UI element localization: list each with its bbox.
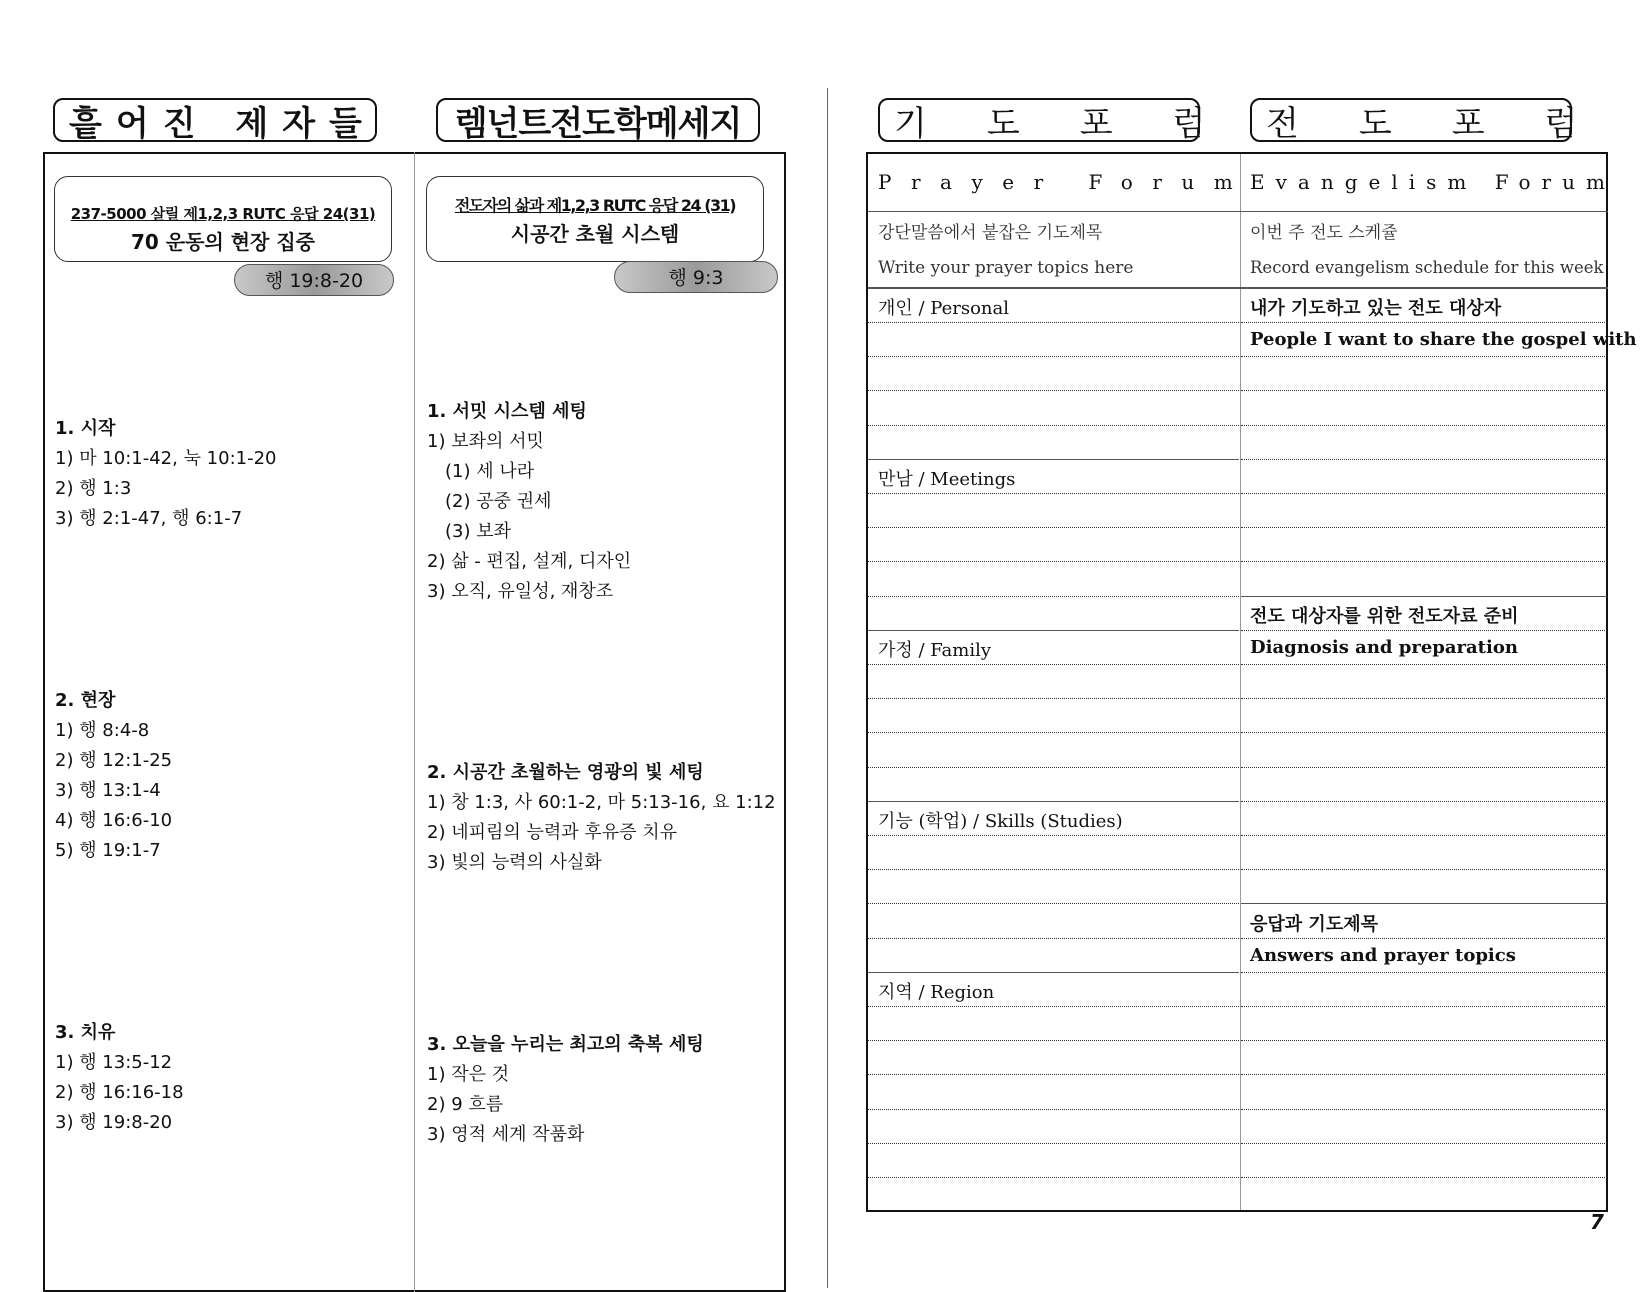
list-item: 5) 행 19:1-7: [55, 840, 161, 861]
dotted-writing-line: [1241, 561, 1607, 562]
header-text: 렘넌트전도학메세지: [454, 103, 742, 144]
list-item: 1) 보좌의 서밋: [427, 431, 544, 452]
section-heading: 1. 서밋 시스템 세팅: [427, 401, 587, 422]
evangelism-section-2-en: Diagnosis and preparation: [1250, 637, 1518, 658]
section-heading: 2. 현장: [55, 690, 116, 711]
list-item: 1) 행 13:5-12: [55, 1052, 173, 1073]
dotted-writing-line: [1241, 1177, 1607, 1178]
dotted-writing-line: [1241, 1109, 1607, 1110]
section-separator: [1241, 903, 1607, 904]
forum-column-divider: [1240, 154, 1241, 1210]
col1-section-3: [55, 1018, 184, 1138]
dotted-writing-line: [1241, 767, 1607, 768]
list-item: (2) 공중 권세: [445, 491, 552, 512]
dotted-writing-line: [868, 425, 1239, 426]
prayer-section-personal: 개인 / Personal: [878, 298, 1009, 319]
col2-subtitle: 전도자의 삶과 제1,2,3 RUTC 응답 24 (31): [454, 196, 736, 215]
column-divider: [414, 152, 415, 1292]
list-item: 1) 마 10:1-42, 눅 10:1-20: [55, 448, 277, 469]
prayer-section-meetings: 만남 / Meetings: [878, 469, 1016, 490]
prayer-section-skills: 기능 (학업) / Skills (Studies): [878, 811, 1123, 832]
dotted-writing-line: [868, 767, 1239, 768]
section-separator: [868, 801, 1239, 802]
dotted-writing-line: [868, 322, 1239, 323]
section-heading: 3. 오늘을 누리는 최고의 축복 세팅: [427, 1034, 704, 1055]
forum-title-text: Evangelism Forum: [1250, 170, 1616, 194]
evangelism-sub-ko: 이번 주 전도 스케쥴: [1250, 223, 1398, 243]
dotted-writing-line: [1241, 732, 1607, 733]
header-rule: [868, 211, 1608, 212]
dotted-writing-line: [1241, 1040, 1607, 1041]
evangelism-section-3-en: Answers and prayer topics: [1250, 945, 1516, 966]
prayer-forum-title: [878, 170, 1253, 194]
section-heading: 1. 시작: [55, 418, 116, 439]
list-item: 2) 행 12:1-25: [55, 750, 173, 771]
dotted-writing-line: [1241, 493, 1607, 494]
dotted-writing-line: [1241, 356, 1607, 357]
prayer-section-region: 지역 / Region: [878, 982, 995, 1003]
header-scattered-disciples: [53, 98, 377, 142]
col1-section-1: [55, 414, 277, 534]
dotted-writing-line: [1241, 425, 1607, 426]
header-rule: [868, 287, 1608, 289]
col2-verse-badge: 행 9:3: [614, 261, 778, 293]
list-item: 1) 행 8:4-8: [55, 720, 150, 741]
dotted-writing-line: [1241, 938, 1607, 939]
col2-section-1: [427, 397, 631, 607]
header-text: 기도포럼: [894, 103, 1266, 144]
col1-title-box: [54, 176, 392, 262]
list-item: 3) 오직, 유일성, 재창조: [427, 581, 614, 602]
dotted-writing-line: [868, 1040, 1239, 1041]
page-number: 7: [1590, 1210, 1604, 1234]
list-item: 3) 행 2:1-47, 행 6:1-7: [55, 508, 243, 529]
dotted-writing-line: [868, 596, 1239, 597]
dotted-writing-line: [1241, 835, 1607, 836]
prayer-section-family: 가정 / Family: [878, 640, 992, 661]
dotted-writing-line: [1241, 322, 1607, 323]
dotted-writing-line: [1241, 801, 1607, 802]
forum-title-text: Prayer Forum: [878, 170, 1253, 194]
dotted-writing-line: [1241, 390, 1607, 391]
dotted-writing-line: [868, 1143, 1239, 1144]
dotted-writing-line: [868, 732, 1239, 733]
section-heading: 3. 치유: [55, 1022, 116, 1043]
dotted-writing-line: [868, 390, 1239, 391]
evangelism-section-3-ko: 응답과 기도제목: [1250, 914, 1378, 935]
prayer-sub-en: Write your prayer topics here: [878, 258, 1134, 278]
header-text: 전도포럼: [1266, 103, 1638, 144]
section-heading: 2. 시공간 초월하는 영광의 빛 세팅: [427, 762, 704, 783]
section-separator: [868, 459, 1239, 460]
list-item: (3) 보좌: [445, 521, 511, 542]
section-separator: [1241, 596, 1607, 597]
dotted-writing-line: [1241, 527, 1607, 528]
dotted-writing-line: [1241, 459, 1607, 460]
col2-section-3: [427, 1030, 704, 1150]
dotted-writing-line: [868, 698, 1239, 699]
dotted-writing-line: [868, 903, 1239, 904]
dotted-writing-line: [868, 1109, 1239, 1110]
list-item: 1) 창 1:3, 사 60:1-2, 마 5:13-16, 요 1:12: [427, 792, 776, 813]
dotted-writing-line: [868, 664, 1239, 665]
dotted-writing-line: [1241, 664, 1607, 665]
list-item: 2) 네피림의 능력과 후유증 치유: [427, 822, 678, 843]
section-separator: [868, 972, 1239, 973]
dotted-writing-line: [1241, 1143, 1607, 1144]
col1-verse-badge: 행 19:8-20: [234, 264, 394, 296]
dotted-writing-line: [1241, 630, 1607, 631]
col2-title-box: [426, 176, 764, 262]
col1-section-2: [55, 686, 172, 866]
list-item: 2) 행 1:3: [55, 478, 132, 499]
header-prayer-forum: [878, 98, 1266, 144]
list-item: 3) 빛의 능력의 사실화: [427, 852, 602, 873]
list-item: 3) 행 19:8-20: [55, 1112, 173, 1133]
dotted-writing-line: [1241, 1006, 1607, 1007]
dotted-writing-line: [868, 1177, 1239, 1178]
dotted-writing-line: [1241, 698, 1607, 699]
evangelism-forum-title: [1250, 170, 1616, 194]
evangelism-sub-en: Record evangelism schedule for this week: [1250, 258, 1604, 277]
list-item: 2) 행 16:16-18: [55, 1082, 184, 1103]
list-item: 2) 9 흐름: [427, 1094, 504, 1115]
col1-subtitle: 237-5000 살릴 제1,2,3 RUTC 응답 24(31): [70, 205, 376, 223]
evangelism-section-1-ko: 내가 기도하고 있는 전도 대상자: [1250, 298, 1502, 319]
section-separator: [868, 630, 1239, 631]
col1-title: 70 운동의 현장 집중: [131, 230, 315, 254]
list-item: 3) 영적 세계 작품화: [427, 1124, 585, 1145]
dotted-writing-line: [1241, 869, 1607, 870]
header-remnant-message: [436, 98, 760, 142]
list-item: 4) 행 16:6-10: [55, 810, 173, 831]
dotted-writing-line: [868, 561, 1239, 562]
evangelism-section-2-ko: 전도 대상자를 위한 전도자료 준비: [1250, 606, 1519, 627]
page-divider: [827, 88, 828, 1288]
evangelism-section-1-en: People I want to share the gospel with: [1250, 329, 1637, 350]
dotted-writing-line: [868, 938, 1239, 939]
dotted-writing-line: [868, 1006, 1239, 1007]
list-item: 3) 행 13:1-4: [55, 780, 161, 801]
header-text: 흩어진 제자들: [69, 103, 376, 144]
dotted-writing-line: [868, 356, 1239, 357]
dotted-writing-line: [868, 869, 1239, 870]
dotted-writing-line: [868, 1074, 1239, 1075]
col2-title: 시공간 초월 시스템: [510, 222, 680, 246]
header-evangelism-forum: [1250, 98, 1638, 144]
dotted-writing-line: [1241, 1074, 1607, 1075]
list-item: 1) 작은 것: [427, 1064, 510, 1085]
list-item: (1) 세 나라: [445, 461, 535, 482]
prayer-sub-ko: 강단말씀에서 붙잡은 기도제목: [878, 223, 1103, 243]
dotted-writing-line: [868, 493, 1239, 494]
col2-section-2: [427, 758, 776, 878]
dotted-writing-line: [868, 527, 1239, 528]
list-item: 2) 삶 - 편집, 설계, 디자인: [427, 551, 632, 572]
dotted-writing-line: [868, 835, 1239, 836]
dotted-writing-line: [1241, 972, 1607, 973]
